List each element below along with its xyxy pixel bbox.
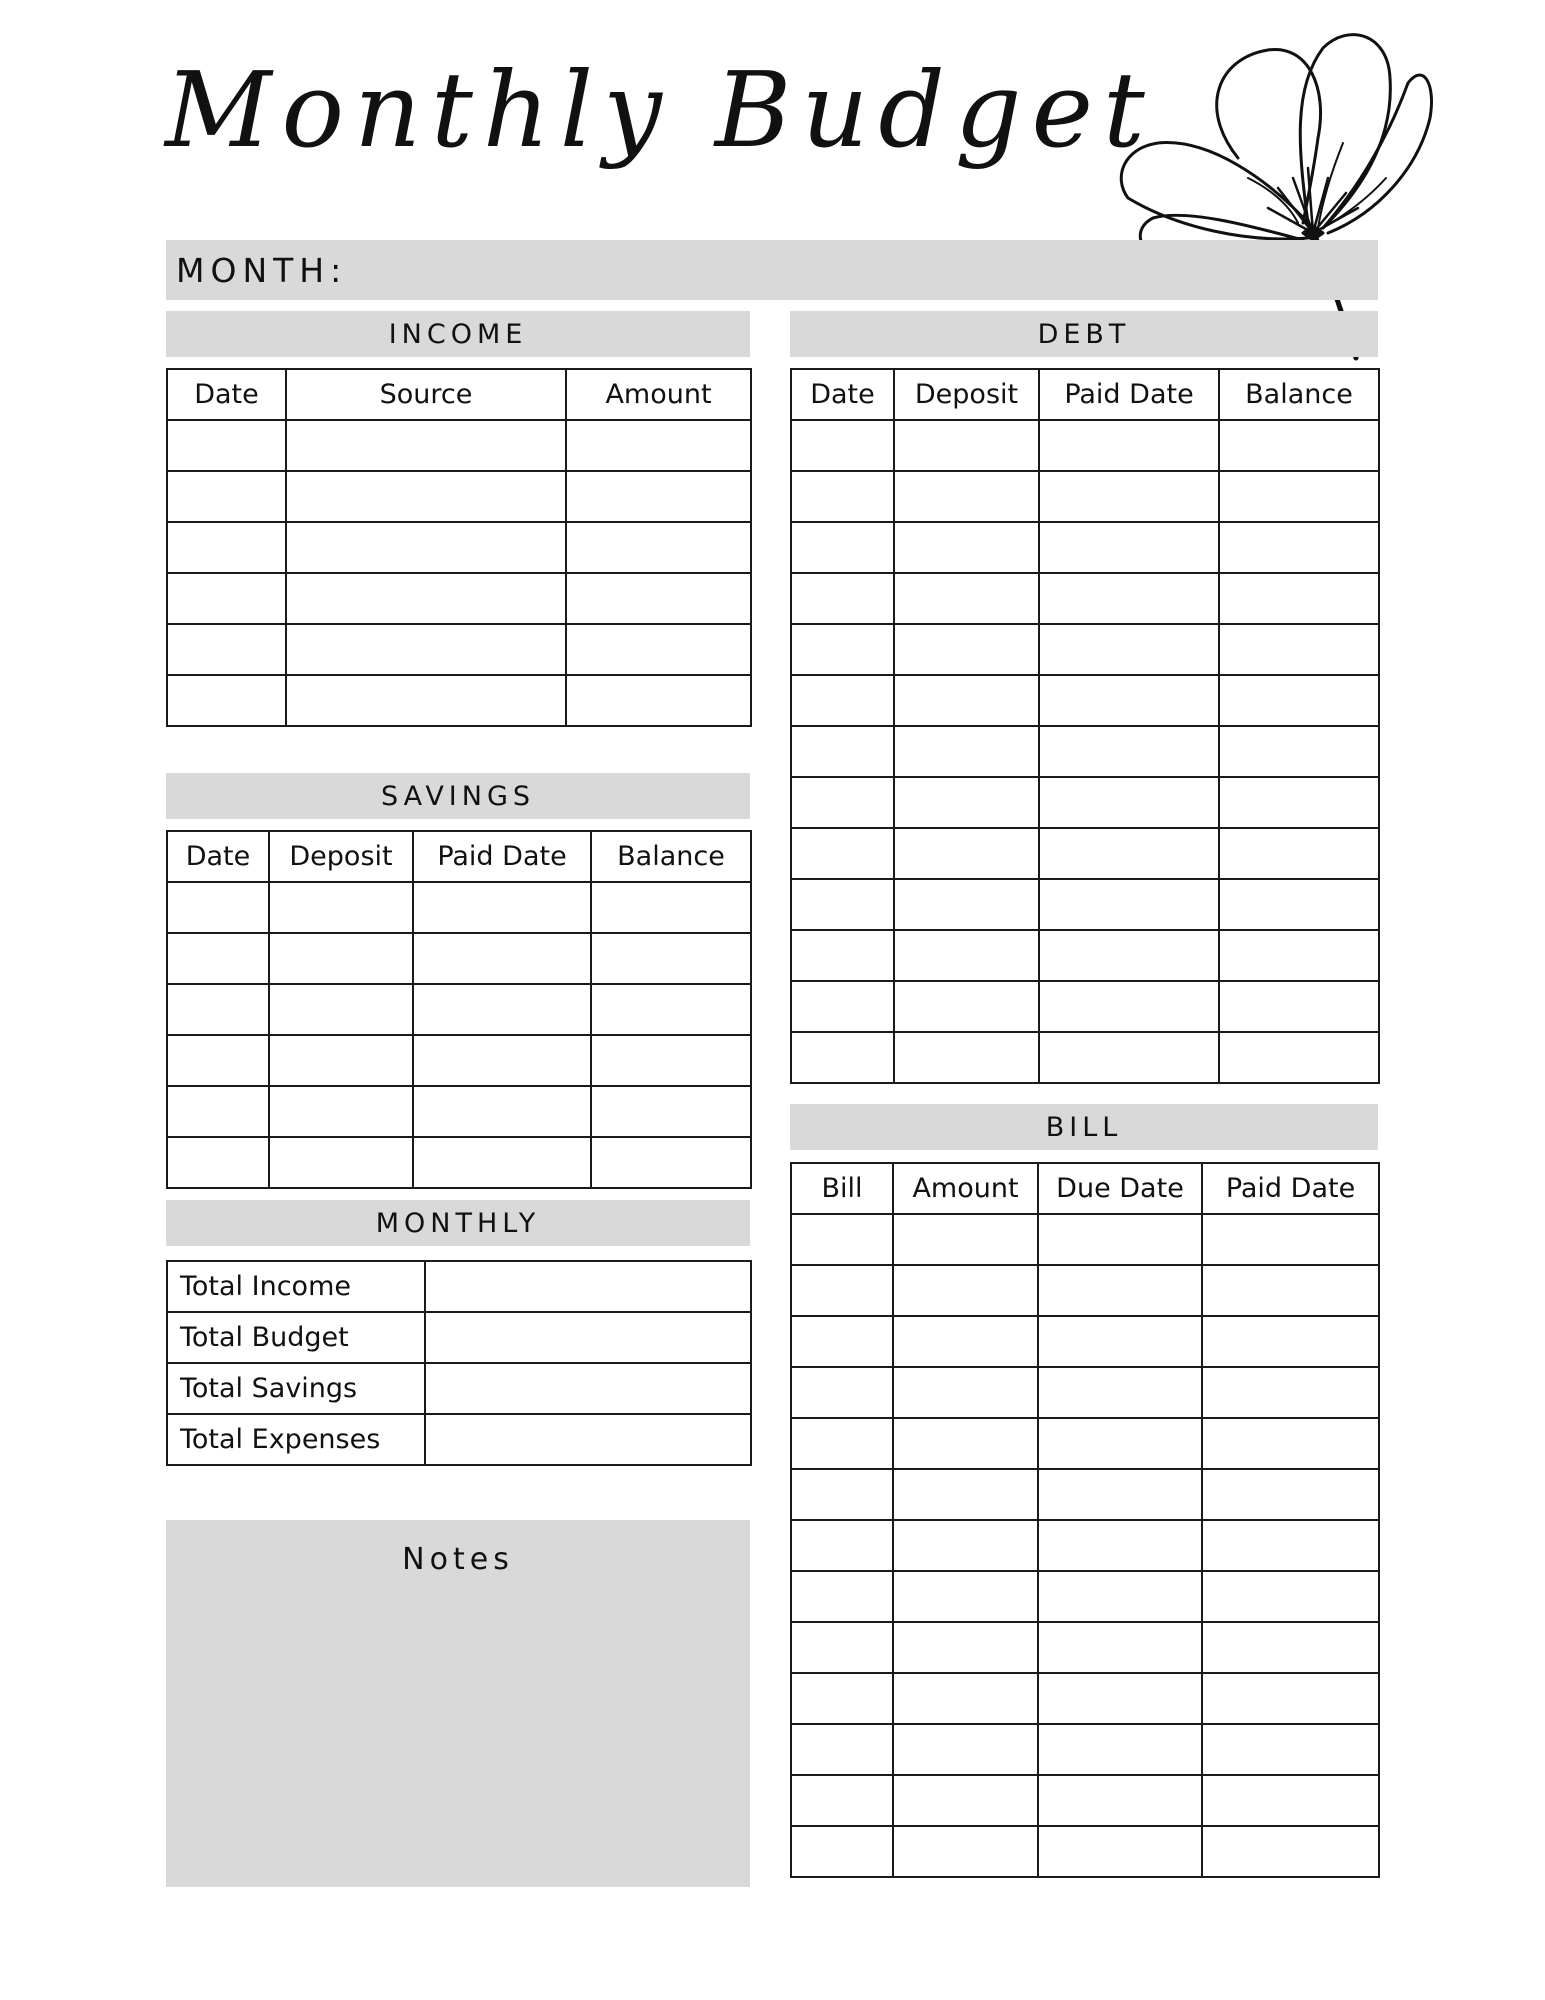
summary-value-total-income[interactable]: [425, 1261, 751, 1312]
bill-row: [791, 1673, 1379, 1724]
income-col-date: Date: [167, 369, 286, 420]
savings-cell[interactable]: [413, 1086, 591, 1137]
summary-label-total-savings: Total Savings: [167, 1363, 425, 1414]
savings-table: [166, 830, 752, 1189]
bill-cell[interactable]: [1202, 1265, 1379, 1316]
bill-cell[interactable]: [893, 1775, 1038, 1826]
bill-cell[interactable]: [1038, 1673, 1202, 1724]
savings-cell[interactable]: [269, 882, 413, 933]
debt-row: [791, 675, 1379, 726]
debt-cell[interactable]: [1039, 624, 1219, 675]
income-cell[interactable]: [286, 522, 566, 573]
income-row: [167, 522, 751, 573]
savings-col-paid-date: Paid Date: [413, 831, 591, 882]
bill-cell[interactable]: [791, 1520, 893, 1571]
debt-cell[interactable]: [791, 471, 894, 522]
debt-row: [791, 1032, 1379, 1083]
savings-row: [167, 882, 751, 933]
bill-cell[interactable]: [1038, 1622, 1202, 1673]
debt-cell[interactable]: [894, 573, 1039, 624]
debt-cell[interactable]: [894, 726, 1039, 777]
savings-cell[interactable]: [591, 933, 751, 984]
income-table: [166, 368, 752, 727]
summary-label-total-income: Total Income: [167, 1261, 425, 1312]
income-cell[interactable]: [566, 471, 751, 522]
bill-cell[interactable]: [1202, 1367, 1379, 1418]
debt-cell[interactable]: [1219, 624, 1379, 675]
bill-cell[interactable]: [1202, 1622, 1379, 1673]
bill-row: [791, 1316, 1379, 1367]
debt-cell[interactable]: [894, 471, 1039, 522]
debt-heading: DEBT: [790, 311, 1378, 357]
bill-cell[interactable]: [1038, 1520, 1202, 1571]
debt-cell[interactable]: [1219, 420, 1379, 471]
bill-cell[interactable]: [791, 1826, 893, 1877]
debt-cell[interactable]: [894, 522, 1039, 573]
bill-row: [791, 1724, 1379, 1775]
bill-cell[interactable]: [893, 1265, 1038, 1316]
debt-cell[interactable]: [791, 726, 894, 777]
debt-cell[interactable]: [1039, 675, 1219, 726]
bill-cell[interactable]: [1038, 1775, 1202, 1826]
debt-col-balance: Balance: [1219, 369, 1379, 420]
debt-row: [791, 828, 1379, 879]
income-row: [167, 624, 751, 675]
bill-cell[interactable]: [1202, 1826, 1379, 1877]
debt-cell[interactable]: [1219, 777, 1379, 828]
bill-cell[interactable]: [893, 1673, 1038, 1724]
debt-row: [791, 879, 1379, 930]
bill-table: [790, 1162, 1380, 1878]
summary-label-total-budget: Total Budget: [167, 1312, 425, 1363]
summary-label-total-expenses: Total Expenses: [167, 1414, 425, 1465]
savings-cell[interactable]: [167, 1035, 269, 1086]
bill-cell[interactable]: [791, 1214, 893, 1265]
bill-cell[interactable]: [1202, 1418, 1379, 1469]
income-heading: INCOME: [166, 311, 750, 357]
debt-cell[interactable]: [1219, 879, 1379, 930]
bill-cell[interactable]: [1038, 1724, 1202, 1775]
debt-cell[interactable]: [894, 1032, 1039, 1083]
debt-row: [791, 777, 1379, 828]
debt-cell[interactable]: [1039, 828, 1219, 879]
debt-cell[interactable]: [1039, 420, 1219, 471]
debt-cell[interactable]: [1039, 471, 1219, 522]
savings-cell[interactable]: [269, 1137, 413, 1188]
bill-cell[interactable]: [893, 1571, 1038, 1622]
savings-cell[interactable]: [413, 1035, 591, 1086]
debt-row: [791, 471, 1379, 522]
bill-cell[interactable]: [893, 1724, 1038, 1775]
debt-cell[interactable]: [1039, 1032, 1219, 1083]
summary-value-total-budget[interactable]: [425, 1312, 751, 1363]
income-row: [167, 420, 751, 471]
debt-cell[interactable]: [894, 624, 1039, 675]
bill-row: [791, 1418, 1379, 1469]
bill-cell[interactable]: [1202, 1214, 1379, 1265]
notes-heading: Notes: [402, 1542, 514, 1577]
bill-col-paid-date: Paid Date: [1202, 1163, 1379, 1214]
savings-row: [167, 933, 751, 984]
savings-cell[interactable]: [269, 1086, 413, 1137]
bill-cell[interactable]: [1202, 1469, 1379, 1520]
income-cell[interactable]: [286, 573, 566, 624]
bill-cell[interactable]: [1202, 1724, 1379, 1775]
savings-cell[interactable]: [413, 984, 591, 1035]
bill-cell[interactable]: [1202, 1673, 1379, 1724]
income-cell[interactable]: [167, 573, 286, 624]
income-cell[interactable]: [286, 420, 566, 471]
income-cell[interactable]: [566, 573, 751, 624]
bill-cell[interactable]: [1038, 1571, 1202, 1622]
bill-heading: BILL: [790, 1104, 1378, 1150]
income-cell[interactable]: [286, 675, 566, 726]
savings-cell[interactable]: [167, 882, 269, 933]
page-title: Monthly Budget: [165, 49, 1155, 171]
bill-cell[interactable]: [1038, 1826, 1202, 1877]
debt-cell[interactable]: [1219, 981, 1379, 1032]
debt-cell[interactable]: [791, 624, 894, 675]
savings-cell[interactable]: [591, 1137, 751, 1188]
income-header-row: [167, 369, 751, 420]
bill-cell[interactable]: [1038, 1418, 1202, 1469]
savings-header-row: [167, 831, 751, 882]
monthly-summary-table: [166, 1260, 752, 1466]
bill-col-bill: Bill: [791, 1163, 893, 1214]
bill-cell[interactable]: [893, 1367, 1038, 1418]
debt-cell[interactable]: [1039, 930, 1219, 981]
month-field[interactable]: MONTH:: [166, 240, 1378, 300]
bill-cell[interactable]: [791, 1673, 893, 1724]
debt-cell[interactable]: [1039, 522, 1219, 573]
debt-cell[interactable]: [894, 777, 1039, 828]
debt-cell[interactable]: [894, 879, 1039, 930]
income-row: [167, 573, 751, 624]
bill-cell[interactable]: [791, 1775, 893, 1826]
debt-cell[interactable]: [791, 981, 894, 1032]
debt-table: [790, 368, 1380, 1084]
debt-header-row: [791, 369, 1379, 420]
debt-cell[interactable]: [1219, 471, 1379, 522]
bill-row: [791, 1367, 1379, 1418]
debt-cell[interactable]: [791, 420, 894, 471]
savings-col-date: Date: [167, 831, 269, 882]
debt-cell[interactable]: [1219, 522, 1379, 573]
debt-row: [791, 573, 1379, 624]
debt-cell[interactable]: [791, 828, 894, 879]
bill-cell[interactable]: [1202, 1571, 1379, 1622]
debt-cell[interactable]: [791, 879, 894, 930]
bill-row: [791, 1571, 1379, 1622]
bill-col-amount: Amount: [893, 1163, 1038, 1214]
debt-cell[interactable]: [1219, 828, 1379, 879]
bill-cell[interactable]: [893, 1418, 1038, 1469]
debt-cell[interactable]: [791, 522, 894, 573]
income-row: [167, 471, 751, 522]
income-cell[interactable]: [566, 675, 751, 726]
debt-row: [791, 522, 1379, 573]
bill-cell[interactable]: [893, 1520, 1038, 1571]
bill-cell[interactable]: [791, 1265, 893, 1316]
bill-row: [791, 1520, 1379, 1571]
savings-cell[interactable]: [413, 1137, 591, 1188]
bill-cell[interactable]: [1038, 1265, 1202, 1316]
debt-cell[interactable]: [1219, 726, 1379, 777]
bill-cell[interactable]: [893, 1469, 1038, 1520]
savings-cell[interactable]: [269, 933, 413, 984]
savings-heading: SAVINGS: [166, 773, 750, 819]
bill-row: [791, 1826, 1379, 1877]
income-cell[interactable]: [167, 522, 286, 573]
debt-cell[interactable]: [894, 675, 1039, 726]
savings-cell[interactable]: [591, 1035, 751, 1086]
bill-cell[interactable]: [893, 1316, 1038, 1367]
bill-cell[interactable]: [1038, 1214, 1202, 1265]
debt-col-paid-date: Paid Date: [1039, 369, 1219, 420]
bill-header-row: [791, 1163, 1379, 1214]
summary-row: [167, 1261, 751, 1312]
savings-cell[interactable]: [591, 984, 751, 1035]
savings-cell[interactable]: [413, 882, 591, 933]
savings-cell[interactable]: [269, 1035, 413, 1086]
savings-cell[interactable]: [167, 984, 269, 1035]
debt-cell[interactable]: [1039, 879, 1219, 930]
savings-cell[interactable]: [167, 1137, 269, 1188]
bill-cell[interactable]: [791, 1469, 893, 1520]
bill-cell[interactable]: [791, 1316, 893, 1367]
bill-row: [791, 1214, 1379, 1265]
savings-row: [167, 1137, 751, 1188]
debt-cell[interactable]: [1039, 726, 1219, 777]
bill-row: [791, 1622, 1379, 1673]
bill-cell[interactable]: [791, 1418, 893, 1469]
summary-value-total-expenses[interactable]: [425, 1414, 751, 1465]
income-cell[interactable]: [566, 522, 751, 573]
bill-cell[interactable]: [1202, 1316, 1379, 1367]
income-col-amount: Amount: [566, 369, 751, 420]
debt-cell[interactable]: [791, 675, 894, 726]
debt-row: [791, 420, 1379, 471]
debt-cell[interactable]: [1039, 981, 1219, 1032]
savings-row: [167, 1035, 751, 1086]
savings-row: [167, 1086, 751, 1137]
bill-cell[interactable]: [1038, 1367, 1202, 1418]
debt-cell[interactable]: [1219, 1032, 1379, 1083]
bill-cell[interactable]: [893, 1214, 1038, 1265]
debt-cell[interactable]: [1219, 675, 1379, 726]
savings-cell[interactable]: [413, 933, 591, 984]
debt-col-date: Date: [791, 369, 894, 420]
bill-row: [791, 1265, 1379, 1316]
savings-cell[interactable]: [167, 1086, 269, 1137]
debt-cell[interactable]: [1219, 930, 1379, 981]
savings-cell[interactable]: [269, 984, 413, 1035]
debt-cell[interactable]: [894, 420, 1039, 471]
bill-row: [791, 1469, 1379, 1520]
savings-row: [167, 984, 751, 1035]
savings-col-deposit: Deposit: [269, 831, 413, 882]
bill-cell[interactable]: [893, 1826, 1038, 1877]
income-cell[interactable]: [167, 420, 286, 471]
income-cell[interactable]: [286, 471, 566, 522]
income-cell[interactable]: [167, 624, 286, 675]
debt-cell[interactable]: [1039, 777, 1219, 828]
income-col-source: Source: [286, 369, 566, 420]
summary-value-total-savings[interactable]: [425, 1363, 751, 1414]
summary-row: [167, 1414, 751, 1465]
notes-area[interactable]: [166, 1520, 750, 1887]
income-cell[interactable]: [167, 675, 286, 726]
income-cell[interactable]: [566, 420, 751, 471]
debt-row: [791, 624, 1379, 675]
income-cell[interactable]: [286, 624, 566, 675]
debt-col-deposit: Deposit: [894, 369, 1039, 420]
debt-cell[interactable]: [894, 828, 1039, 879]
debt-row: [791, 726, 1379, 777]
debt-cell[interactable]: [791, 1032, 894, 1083]
bill-cell[interactable]: [1202, 1775, 1379, 1826]
monthly-heading: MONTHLY: [166, 1200, 750, 1246]
savings-col-balance: Balance: [591, 831, 751, 882]
debt-cell[interactable]: [1219, 573, 1379, 624]
debt-cell[interactable]: [1039, 573, 1219, 624]
bill-cell[interactable]: [1038, 1469, 1202, 1520]
bill-row: [791, 1775, 1379, 1826]
savings-cell[interactable]: [591, 882, 751, 933]
debt-row: [791, 930, 1379, 981]
bill-cell[interactable]: [791, 1571, 893, 1622]
summary-row: [167, 1312, 751, 1363]
debt-cell[interactable]: [791, 573, 894, 624]
income-row: [167, 675, 751, 726]
income-cell[interactable]: [566, 624, 751, 675]
bill-cell[interactable]: [1202, 1520, 1379, 1571]
bill-cell[interactable]: [791, 1622, 893, 1673]
debt-cell[interactable]: [894, 930, 1039, 981]
bill-cell[interactable]: [791, 1724, 893, 1775]
debt-cell[interactable]: [791, 777, 894, 828]
income-cell[interactable]: [167, 471, 286, 522]
debt-cell[interactable]: [894, 981, 1039, 1032]
bill-cell[interactable]: [1038, 1316, 1202, 1367]
savings-cell[interactable]: [167, 933, 269, 984]
savings-cell[interactable]: [591, 1086, 751, 1137]
bill-cell[interactable]: [893, 1622, 1038, 1673]
bill-cell[interactable]: [791, 1367, 893, 1418]
debt-cell[interactable]: [791, 930, 894, 981]
debt-row: [791, 981, 1379, 1032]
bill-col-due-date: Due Date: [1038, 1163, 1202, 1214]
summary-row: [167, 1363, 751, 1414]
